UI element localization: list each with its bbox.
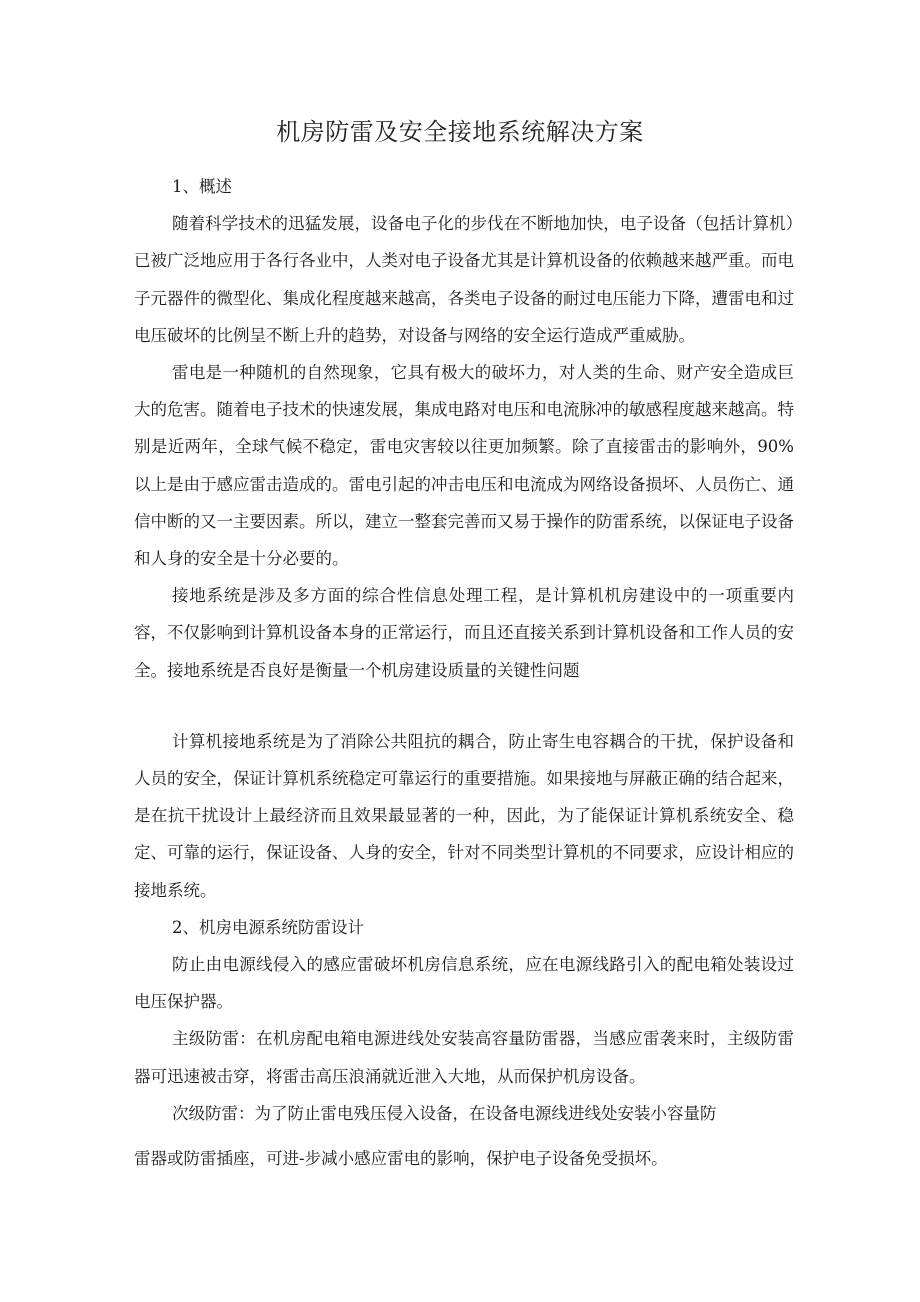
- section-heading-overview: 1、概述: [172, 177, 232, 196]
- paragraph-spacer: [134, 1132, 794, 1140]
- paragraph: 计算机接地系统是为了消除公共阻抗的耦合，防止寄生电容耦合的干扰，保护设备和人员的安全，保证计算机系统稳定可靠运行的重要措施。如果接地与屏蔽正确的结合起来，是在抗干扰设计上最经济而且效果最显著的一种，因此，为了能保证计算机系统安全、稳定、可靠的运行，保证设备、人身的安全，针对不同类型计算机的不同要求，应设计相应的接地系统。: [134, 731, 794, 900]
- paragraph: 防止由电源线侵入的感应雷破坏机房信息系统，应在电源线路引入的配电箱处装设过电压保护器。: [134, 955, 794, 1012]
- paragraph: 随着科学技术的迅猛发展，设备电子化的步伐在不断地加快，电子设备（包括计算机）已被广泛地应用于各行各业中，人类对电子设备尤其是计算机设备的依赖越来越严重。而电子元器件的微型化、集成化程度越来越高，各类电子设备的耐过电压能力下降，遭雷电和过电压破坏的比例呈不断上升的趋势，对设备与网络的安全运行造成严重威胁。: [134, 214, 794, 345]
- section-heading-power-lightning: 2、机房电源系统防雷设计: [172, 917, 364, 937]
- paragraph-spacer: [134, 689, 794, 723]
- paragraph: 主级防雷：在机房配电箱电源进线处安装高容量防雷器，当感应雷袭来时，主级防雷器可迅速被击穿，将雷击高压浪涌就近泄入大地，从而保护机房设备。: [134, 1029, 794, 1086]
- document-body: [134, 168, 794, 1177]
- paragraph-line: 雷器或防雷插座，可进-步减小感应雷电的影响，保护电子设备免受损坏。: [134, 1149, 668, 1169]
- paragraph: 雷电是一种随机的自然现象，它具有极大的破坏力，对人类的生命、财产安全造成巨大的危害。随着电子技术的快速发展，集成电路对电压和电流脉冲的敏感程度越来越高。特别是近两年，全球气候不稳定，雷电灾害较以往更加频繁。除了直接雷击的影响外，90%以上是由于感应雷击造成的。雷电引起的冲击电压和电流成为网络设备损坏、人员伤亡、通信中断的又一主要因素。所以，建立一整套完善而又易于操作的防雷系统，以保证电子设备和人身的安全是十分必要的。: [134, 363, 794, 569]
- paragraph-line: 次级防雷：为了防止雷电残压侵入设备，在设备电源线进线处安装小容量防: [172, 1103, 717, 1123]
- page-title: 机房防雷及安全接地系统解决方案: [276, 118, 644, 146]
- paragraph: 接地系统是涉及多方面的综合性信息处理工程，是计算机机房建设中的一项重要内容，不仅影响到计算机设备本身的正常运行，而且还直接关系到计算机设备和工作人员的安全。接地系统是否良好是衡量一个机房建设质量的关键性问题: [134, 586, 794, 680]
